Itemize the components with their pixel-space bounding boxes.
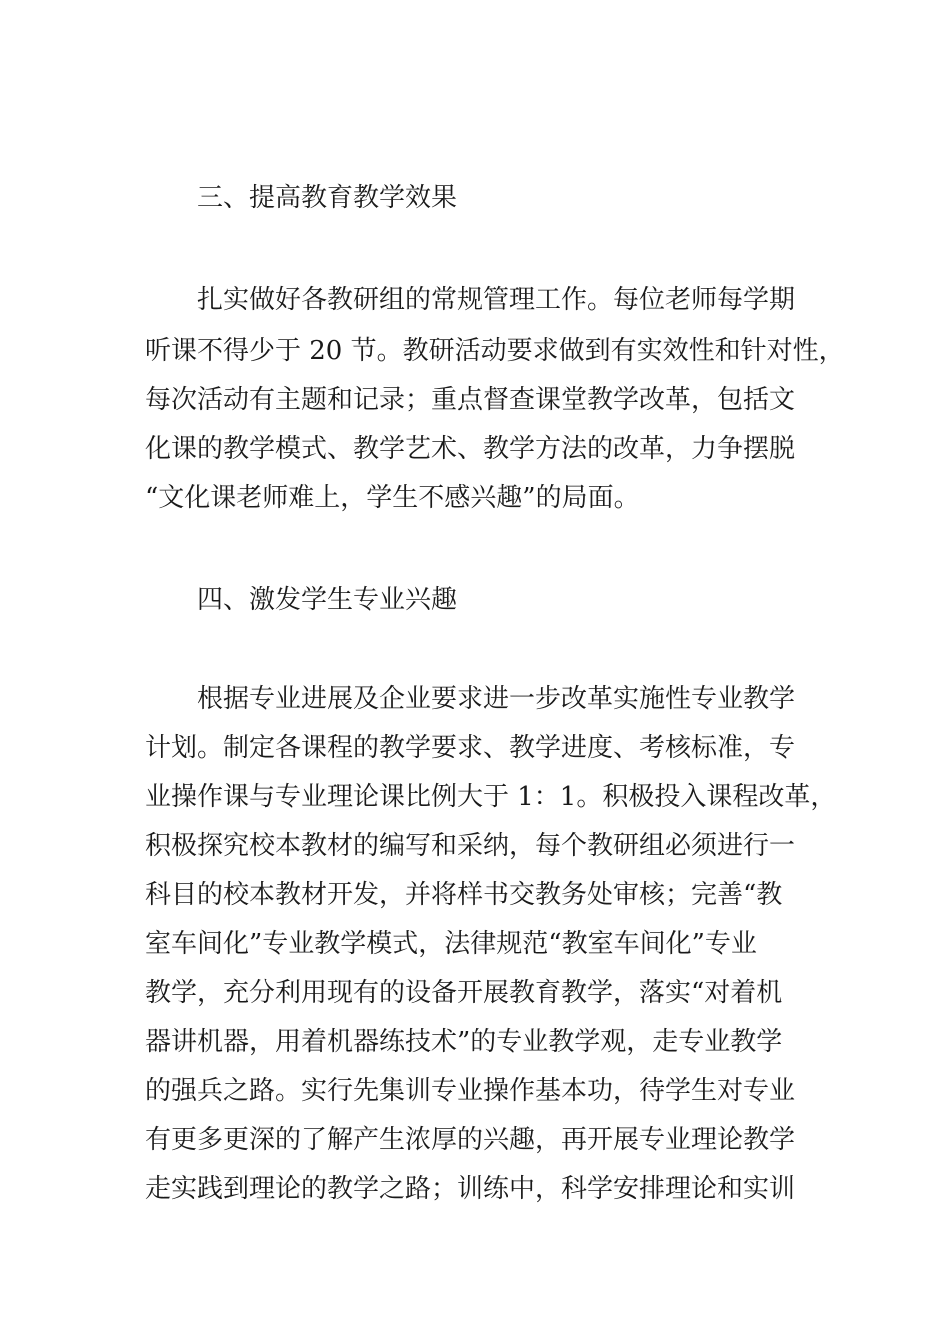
section-heading-3: 三、提高教育教学效果 bbox=[197, 183, 458, 213]
paragraph-line: 室车间化”专业教学模式，法律规范“教室车间化”专业 bbox=[145, 929, 757, 959]
paragraph-line: 器讲机器，用着机器练技术”的专业教学观，走专业教学 bbox=[145, 1027, 783, 1057]
paragraph-line: 业操作课与专业理论课比例大于 1：1。积极投入课程改革， bbox=[145, 782, 837, 812]
paragraph-line: 的强兵之路。实行先集训专业操作基本功，待学生对专业 bbox=[145, 1076, 796, 1106]
section-heading-4: 四、激发学生专业兴趣 bbox=[197, 585, 458, 615]
paragraph-line: 每次活动有主题和记录；重点督查课堂教学改革，包括文 bbox=[145, 385, 796, 415]
paragraph-line: 化课的教学模式、教学艺术、教学方法的改革，力争摆脱 bbox=[145, 434, 796, 464]
paragraph-line: 科目的校本教材开发，并将样书交教务处审核；完善“教 bbox=[145, 880, 783, 910]
paragraph-line: 听课不得少于 20 节。教研活动要求做到有实效性和针对性， bbox=[145, 336, 845, 366]
paragraph-line: 走实践到理论的教学之路；训练中，科学安排理论和实训 bbox=[145, 1174, 796, 1204]
paragraph-line: 计划。制定各课程的教学要求、教学进度、考核标准，专 bbox=[145, 733, 796, 763]
paragraph-line: 扎实做好各教研组的常规管理工作。每位老师每学期 bbox=[197, 285, 796, 315]
paragraph-line: 有更多更深的了解产生浓厚的兴趣，再开展专业理论教学 bbox=[145, 1125, 796, 1155]
paragraph-line: 根据专业进展及企业要求进一步改革实施性专业教学 bbox=[197, 684, 796, 714]
paragraph-line: “文化课老师难上，学生不感兴趣”的局面。 bbox=[145, 483, 640, 513]
paragraph-line: 积极探究校本教材的编写和采纳，每个教研组必须进行一 bbox=[145, 831, 796, 861]
paragraph-line: 教学，充分利用现有的设备开展教育教学，落实“对着机 bbox=[145, 978, 783, 1008]
